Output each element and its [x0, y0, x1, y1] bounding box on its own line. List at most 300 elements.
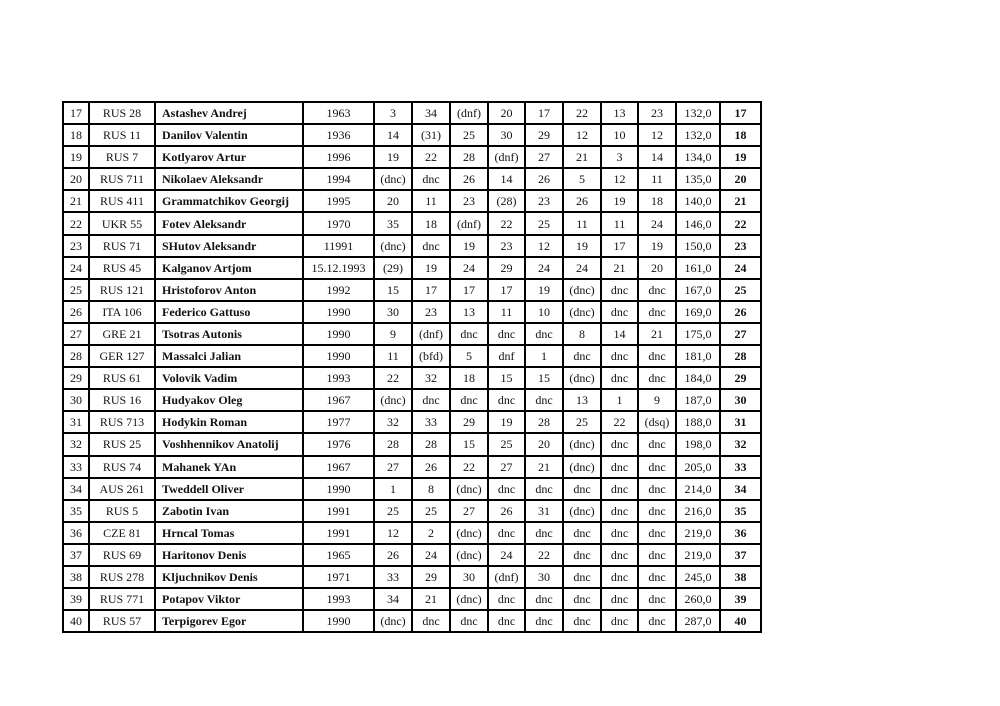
- birth-year-cell: 1991: [303, 522, 374, 544]
- birth-year-cell: 1936: [303, 124, 374, 146]
- total-points-cell: 132,0: [676, 124, 720, 146]
- race-1-score-cell: (dnc): [374, 389, 412, 411]
- sailor-name-cell: Tsotras Autonis: [155, 323, 303, 345]
- race-7-score-cell: 21: [601, 257, 638, 279]
- race-4-score-cell: dnc: [488, 478, 525, 500]
- race-8-score-cell: 14: [638, 146, 676, 168]
- race-2-score-cell: 33: [412, 411, 450, 433]
- race-5-score-cell: 12: [525, 235, 563, 257]
- final-place-cell: 17: [720, 102, 761, 124]
- sail-number-cell: GER 127: [89, 345, 155, 367]
- race-5-score-cell: 10: [525, 301, 563, 323]
- birth-year-cell: 15.12.1993: [303, 257, 374, 279]
- race-5-score-cell: 23: [525, 190, 563, 212]
- race-5-score-cell: 24: [525, 257, 563, 279]
- race-2-score-cell: 18: [412, 212, 450, 234]
- sail-number-cell: RUS 61: [89, 367, 155, 389]
- total-points-cell: 134,0: [676, 146, 720, 168]
- table-row: [63, 345, 761, 367]
- race-7-score-cell: dnc: [601, 566, 638, 588]
- sail-number-cell: RUS 5: [89, 500, 155, 522]
- table-row: [63, 168, 761, 190]
- total-points-cell: 132,0: [676, 102, 720, 124]
- sail-number-cell: RUS 278: [89, 566, 155, 588]
- race-8-score-cell: 12: [638, 124, 676, 146]
- race-2-score-cell: 28: [412, 433, 450, 455]
- final-place-cell: 38: [720, 566, 761, 588]
- race-5-score-cell: 28: [525, 411, 563, 433]
- race-7-score-cell: dnc: [601, 345, 638, 367]
- race-2-score-cell: 26: [412, 456, 450, 478]
- race-3-score-cell: 25: [450, 124, 488, 146]
- race-2-score-cell: dnc: [412, 389, 450, 411]
- race-3-score-cell: (dnc): [450, 588, 488, 610]
- sailor-name-cell: Tweddell Oliver: [155, 478, 303, 500]
- total-points-cell: 198,0: [676, 433, 720, 455]
- total-points-cell: 188,0: [676, 411, 720, 433]
- final-place-cell: 24: [720, 257, 761, 279]
- race-2-score-cell: 22: [412, 146, 450, 168]
- race-8-score-cell: 9: [638, 389, 676, 411]
- race-1-score-cell: 26: [374, 544, 412, 566]
- race-8-score-cell: dnc: [638, 478, 676, 500]
- birth-year-cell: 1993: [303, 588, 374, 610]
- race-3-score-cell: 17: [450, 279, 488, 301]
- race-4-score-cell: 19: [488, 411, 525, 433]
- birth-year-cell: 1967: [303, 456, 374, 478]
- race-6-score-cell: 8: [563, 323, 601, 345]
- final-place-cell: 25: [720, 279, 761, 301]
- race-6-score-cell: 13: [563, 389, 601, 411]
- table-row: [63, 411, 761, 433]
- results-table-body: [63, 102, 761, 632]
- sailor-name-cell: Hrncal Tomas: [155, 522, 303, 544]
- final-place-cell: 29: [720, 367, 761, 389]
- rank-cell: 26: [63, 301, 89, 323]
- birth-year-cell: 1990: [303, 345, 374, 367]
- race-5-score-cell: 15: [525, 367, 563, 389]
- race-8-score-cell: (dsq): [638, 411, 676, 433]
- race-3-score-cell: 15: [450, 433, 488, 455]
- race-3-score-cell: 22: [450, 456, 488, 478]
- race-4-score-cell: dnc: [488, 610, 525, 632]
- race-3-score-cell: 5: [450, 345, 488, 367]
- total-points-cell: 287,0: [676, 610, 720, 632]
- final-place-cell: 36: [720, 522, 761, 544]
- race-7-score-cell: dnc: [601, 301, 638, 323]
- total-points-cell: 205,0: [676, 456, 720, 478]
- race-2-score-cell: 11: [412, 190, 450, 212]
- total-points-cell: 219,0: [676, 544, 720, 566]
- final-place-cell: 30: [720, 389, 761, 411]
- final-place-cell: 23: [720, 235, 761, 257]
- race-3-score-cell: 30: [450, 566, 488, 588]
- race-3-score-cell: dnc: [450, 610, 488, 632]
- race-3-score-cell: 26: [450, 168, 488, 190]
- table-row: [63, 190, 761, 212]
- total-points-cell: 140,0: [676, 190, 720, 212]
- rank-cell: 33: [63, 456, 89, 478]
- sail-number-cell: RUS 69: [89, 544, 155, 566]
- rank-cell: 39: [63, 588, 89, 610]
- race-1-score-cell: 20: [374, 190, 412, 212]
- race-5-score-cell: dnc: [525, 610, 563, 632]
- birth-year-cell: 1990: [303, 301, 374, 323]
- birth-year-cell: 1967: [303, 389, 374, 411]
- sail-number-cell: RUS 16: [89, 389, 155, 411]
- race-7-score-cell: 17: [601, 235, 638, 257]
- race-8-score-cell: 21: [638, 323, 676, 345]
- race-5-score-cell: 25: [525, 212, 563, 234]
- final-place-cell: 32: [720, 433, 761, 455]
- race-3-score-cell: dnc: [450, 389, 488, 411]
- sail-number-cell: AUS 261: [89, 478, 155, 500]
- sailor-name-cell: Mahanek YAn: [155, 456, 303, 478]
- rank-cell: 30: [63, 389, 89, 411]
- table-row: [63, 235, 761, 257]
- race-6-score-cell: 24: [563, 257, 601, 279]
- race-1-score-cell: 11: [374, 345, 412, 367]
- rank-cell: 38: [63, 566, 89, 588]
- table-row: [63, 257, 761, 279]
- sailor-name-cell: Hodykin Roman: [155, 411, 303, 433]
- rank-cell: 20: [63, 168, 89, 190]
- race-6-score-cell: dnc: [563, 610, 601, 632]
- rank-cell: 17: [63, 102, 89, 124]
- sail-number-cell: RUS 121: [89, 279, 155, 301]
- race-1-score-cell: 30: [374, 301, 412, 323]
- race-3-score-cell: (dnf): [450, 212, 488, 234]
- race-7-score-cell: 12: [601, 168, 638, 190]
- race-6-score-cell: dnc: [563, 522, 601, 544]
- race-7-score-cell: dnc: [601, 367, 638, 389]
- sailor-name-cell: Fotev Aleksandr: [155, 212, 303, 234]
- race-6-score-cell: dnc: [563, 566, 601, 588]
- total-points-cell: 181,0: [676, 345, 720, 367]
- rank-cell: 32: [63, 433, 89, 455]
- sail-number-cell: GRE 21: [89, 323, 155, 345]
- sail-number-cell: RUS 411: [89, 190, 155, 212]
- total-points-cell: 150,0: [676, 235, 720, 257]
- birth-year-cell: 1990: [303, 610, 374, 632]
- race-2-score-cell: 25: [412, 500, 450, 522]
- race-1-score-cell: (dnc): [374, 168, 412, 190]
- birth-year-cell: 1993: [303, 367, 374, 389]
- race-4-score-cell: 15: [488, 367, 525, 389]
- race-8-score-cell: dnc: [638, 500, 676, 522]
- race-4-score-cell: (28): [488, 190, 525, 212]
- race-6-score-cell: (dnc): [563, 367, 601, 389]
- sail-number-cell: RUS 11: [89, 124, 155, 146]
- race-1-score-cell: 32: [374, 411, 412, 433]
- total-points-cell: 167,0: [676, 279, 720, 301]
- race-6-score-cell: dnc: [563, 544, 601, 566]
- race-7-score-cell: 3: [601, 146, 638, 168]
- race-3-score-cell: dnc: [450, 323, 488, 345]
- race-2-score-cell: 19: [412, 257, 450, 279]
- table-row: [63, 389, 761, 411]
- results-table: [62, 101, 762, 633]
- race-7-score-cell: dnc: [601, 500, 638, 522]
- table-row: [63, 323, 761, 345]
- final-place-cell: 18: [720, 124, 761, 146]
- final-place-cell: 34: [720, 478, 761, 500]
- total-points-cell: 175,0: [676, 323, 720, 345]
- race-8-score-cell: 19: [638, 235, 676, 257]
- race-8-score-cell: dnc: [638, 345, 676, 367]
- race-3-score-cell: 13: [450, 301, 488, 323]
- sail-number-cell: RUS 7: [89, 146, 155, 168]
- race-5-score-cell: 31: [525, 500, 563, 522]
- race-2-score-cell: dnc: [412, 168, 450, 190]
- race-3-score-cell: (dnf): [450, 102, 488, 124]
- table-row: [63, 367, 761, 389]
- race-6-score-cell: 26: [563, 190, 601, 212]
- sailor-name-cell: Terpigorev Egor: [155, 610, 303, 632]
- table-row: [63, 433, 761, 455]
- sail-number-cell: RUS 711: [89, 168, 155, 190]
- race-7-score-cell: 11: [601, 212, 638, 234]
- birth-year-cell: 1970: [303, 212, 374, 234]
- race-5-score-cell: 29: [525, 124, 563, 146]
- total-points-cell: 219,0: [676, 522, 720, 544]
- sail-number-cell: UKR 55: [89, 212, 155, 234]
- race-6-score-cell: (dnc): [563, 433, 601, 455]
- table-row: [63, 146, 761, 168]
- race-2-score-cell: 23: [412, 301, 450, 323]
- race-2-score-cell: 24: [412, 544, 450, 566]
- table-row: [63, 522, 761, 544]
- sailor-name-cell: Hudyakov Oleg: [155, 389, 303, 411]
- sailor-name-cell: Grammatchikov Georgij: [155, 190, 303, 212]
- race-7-score-cell: dnc: [601, 544, 638, 566]
- sailor-name-cell: Astashev Andrej: [155, 102, 303, 124]
- race-8-score-cell: 24: [638, 212, 676, 234]
- race-2-score-cell: 17: [412, 279, 450, 301]
- sailor-name-cell: SHutov Aleksandr: [155, 235, 303, 257]
- race-2-score-cell: 34: [412, 102, 450, 124]
- sailor-name-cell: Danilov Valentin: [155, 124, 303, 146]
- final-place-cell: 28: [720, 345, 761, 367]
- race-7-score-cell: 13: [601, 102, 638, 124]
- race-7-score-cell: dnc: [601, 522, 638, 544]
- race-7-score-cell: dnc: [601, 610, 638, 632]
- race-8-score-cell: 23: [638, 102, 676, 124]
- race-4-score-cell: 11: [488, 301, 525, 323]
- sail-number-cell: RUS 28: [89, 102, 155, 124]
- sail-number-cell: RUS 25: [89, 433, 155, 455]
- race-3-score-cell: (dnc): [450, 544, 488, 566]
- birth-year-cell: 1971: [303, 566, 374, 588]
- race-8-score-cell: dnc: [638, 610, 676, 632]
- birth-year-cell: 1976: [303, 433, 374, 455]
- rank-cell: 27: [63, 323, 89, 345]
- race-4-score-cell: 29: [488, 257, 525, 279]
- total-points-cell: 260,0: [676, 588, 720, 610]
- sailor-name-cell: Zabotin Ivan: [155, 500, 303, 522]
- race-4-score-cell: 25: [488, 433, 525, 455]
- final-place-cell: 21: [720, 190, 761, 212]
- birth-year-cell: 1963: [303, 102, 374, 124]
- race-1-score-cell: (29): [374, 257, 412, 279]
- birth-year-cell: 11991: [303, 235, 374, 257]
- race-5-score-cell: 1: [525, 345, 563, 367]
- race-8-score-cell: dnc: [638, 522, 676, 544]
- final-place-cell: 35: [720, 500, 761, 522]
- race-1-score-cell: 28: [374, 433, 412, 455]
- race-4-score-cell: 26: [488, 500, 525, 522]
- birth-year-cell: 1977: [303, 411, 374, 433]
- total-points-cell: 169,0: [676, 301, 720, 323]
- table-row: [63, 102, 761, 124]
- rank-cell: 34: [63, 478, 89, 500]
- rank-cell: 21: [63, 190, 89, 212]
- table-row: [63, 500, 761, 522]
- race-7-score-cell: 22: [601, 411, 638, 433]
- table-row: [63, 566, 761, 588]
- rank-cell: 23: [63, 235, 89, 257]
- race-3-score-cell: 19: [450, 235, 488, 257]
- total-points-cell: 187,0: [676, 389, 720, 411]
- race-6-score-cell: 25: [563, 411, 601, 433]
- final-place-cell: 27: [720, 323, 761, 345]
- race-8-score-cell: 20: [638, 257, 676, 279]
- race-3-score-cell: 24: [450, 257, 488, 279]
- total-points-cell: 146,0: [676, 212, 720, 234]
- sailor-name-cell: Kljuchnikov Denis: [155, 566, 303, 588]
- race-5-score-cell: 20: [525, 433, 563, 455]
- sail-number-cell: RUS 71: [89, 235, 155, 257]
- final-place-cell: 20: [720, 168, 761, 190]
- race-8-score-cell: 18: [638, 190, 676, 212]
- race-5-score-cell: 21: [525, 456, 563, 478]
- race-5-score-cell: 17: [525, 102, 563, 124]
- race-7-score-cell: dnc: [601, 433, 638, 455]
- birth-year-cell: 1994: [303, 168, 374, 190]
- race-6-score-cell: 21: [563, 146, 601, 168]
- sailor-name-cell: Volovik Vadim: [155, 367, 303, 389]
- race-5-score-cell: 19: [525, 279, 563, 301]
- race-6-score-cell: (dnc): [563, 456, 601, 478]
- race-6-score-cell: 5: [563, 168, 601, 190]
- race-5-score-cell: 22: [525, 544, 563, 566]
- race-3-score-cell: (dnc): [450, 478, 488, 500]
- rank-cell: 28: [63, 345, 89, 367]
- race-4-score-cell: 22: [488, 212, 525, 234]
- sailor-name-cell: Potapov Viktor: [155, 588, 303, 610]
- race-8-score-cell: dnc: [638, 301, 676, 323]
- race-3-score-cell: 18: [450, 367, 488, 389]
- race-6-score-cell: 12: [563, 124, 601, 146]
- race-8-score-cell: dnc: [638, 544, 676, 566]
- race-8-score-cell: dnc: [638, 367, 676, 389]
- race-6-score-cell: dnc: [563, 478, 601, 500]
- rank-cell: 36: [63, 522, 89, 544]
- race-6-score-cell: 19: [563, 235, 601, 257]
- race-4-score-cell: dnc: [488, 522, 525, 544]
- birth-year-cell: 1991: [303, 500, 374, 522]
- race-8-score-cell: dnc: [638, 456, 676, 478]
- race-7-score-cell: dnc: [601, 478, 638, 500]
- race-2-score-cell: 29: [412, 566, 450, 588]
- race-5-score-cell: dnc: [525, 323, 563, 345]
- table-row: [63, 544, 761, 566]
- race-8-score-cell: dnc: [638, 279, 676, 301]
- rank-cell: 18: [63, 124, 89, 146]
- sailor-name-cell: Haritonov Denis: [155, 544, 303, 566]
- race-2-score-cell: 2: [412, 522, 450, 544]
- race-4-score-cell: 14: [488, 168, 525, 190]
- race-2-score-cell: (dnf): [412, 323, 450, 345]
- sail-number-cell: RUS 771: [89, 588, 155, 610]
- sailor-name-cell: Nikolaev Aleksandr: [155, 168, 303, 190]
- sailor-name-cell: Voshhennikov Anatolij: [155, 433, 303, 455]
- race-1-score-cell: 15: [374, 279, 412, 301]
- race-3-score-cell: 29: [450, 411, 488, 433]
- race-1-score-cell: 9: [374, 323, 412, 345]
- race-2-score-cell: (31): [412, 124, 450, 146]
- sail-number-cell: RUS 713: [89, 411, 155, 433]
- race-8-score-cell: dnc: [638, 588, 676, 610]
- sailor-name-cell: Massalci Jalian: [155, 345, 303, 367]
- race-8-score-cell: dnc: [638, 566, 676, 588]
- table-row: [63, 301, 761, 323]
- sail-number-cell: RUS 57: [89, 610, 155, 632]
- race-4-score-cell: (dnf): [488, 146, 525, 168]
- race-3-score-cell: 23: [450, 190, 488, 212]
- race-6-score-cell: (dnc): [563, 279, 601, 301]
- total-points-cell: 161,0: [676, 257, 720, 279]
- table-row: [63, 212, 761, 234]
- race-1-score-cell: (dnc): [374, 610, 412, 632]
- race-4-score-cell: 20: [488, 102, 525, 124]
- race-1-score-cell: 3: [374, 102, 412, 124]
- race-7-score-cell: dnc: [601, 279, 638, 301]
- race-4-score-cell: 17: [488, 279, 525, 301]
- table-row: [63, 456, 761, 478]
- race-4-score-cell: dnc: [488, 323, 525, 345]
- final-place-cell: 19: [720, 146, 761, 168]
- race-6-score-cell: dnc: [563, 588, 601, 610]
- race-5-score-cell: 27: [525, 146, 563, 168]
- final-place-cell: 40: [720, 610, 761, 632]
- race-1-score-cell: (dnc): [374, 235, 412, 257]
- race-4-score-cell: 23: [488, 235, 525, 257]
- final-place-cell: 26: [720, 301, 761, 323]
- total-points-cell: 214,0: [676, 478, 720, 500]
- birth-year-cell: 1995: [303, 190, 374, 212]
- race-5-score-cell: dnc: [525, 588, 563, 610]
- race-4-score-cell: 24: [488, 544, 525, 566]
- rank-cell: 19: [63, 146, 89, 168]
- rank-cell: 31: [63, 411, 89, 433]
- rank-cell: 37: [63, 544, 89, 566]
- race-6-score-cell: 11: [563, 212, 601, 234]
- birth-year-cell: 1996: [303, 146, 374, 168]
- final-place-cell: 31: [720, 411, 761, 433]
- table-row: [63, 610, 761, 632]
- race-7-score-cell: 10: [601, 124, 638, 146]
- rank-cell: 22: [63, 212, 89, 234]
- race-4-score-cell: 30: [488, 124, 525, 146]
- race-1-score-cell: 33: [374, 566, 412, 588]
- final-place-cell: 33: [720, 456, 761, 478]
- birth-year-cell: 1965: [303, 544, 374, 566]
- race-2-score-cell: (bfd): [412, 345, 450, 367]
- race-3-score-cell: (dnc): [450, 522, 488, 544]
- final-place-cell: 37: [720, 544, 761, 566]
- sail-number-cell: CZE 81: [89, 522, 155, 544]
